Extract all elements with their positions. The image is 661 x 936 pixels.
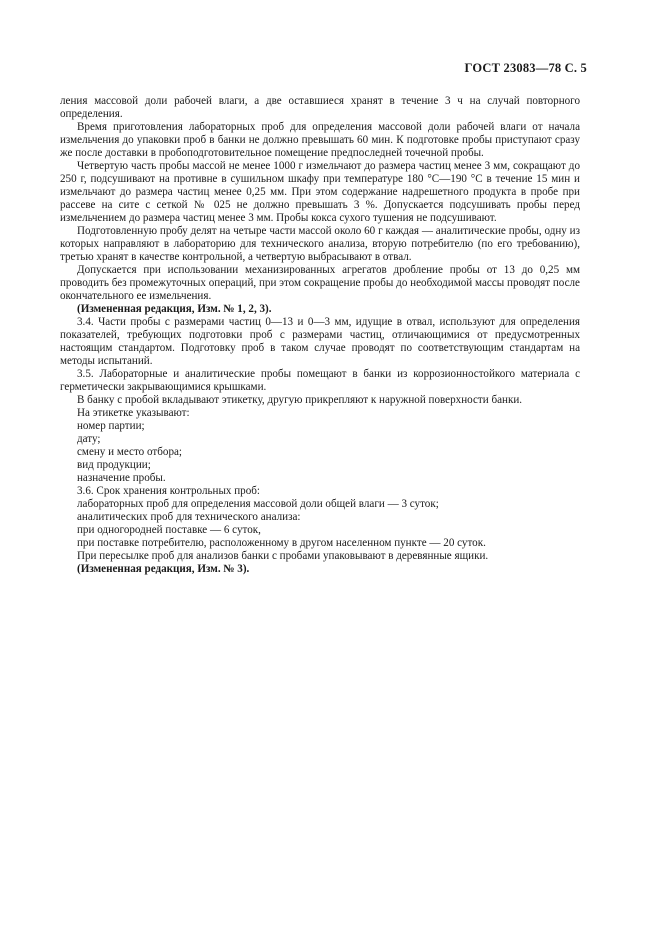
page-header: ГОСТ 23083—78 С. 5 (464, 61, 587, 75)
list-item: смену и место отбора; (77, 446, 182, 458)
list-item: лабораторных проб для определения массовой доли общей влаги — 3 суток; (77, 498, 439, 510)
paragraph-preparation-time: Время приготовления лабораторных проб для определения массовой доли рабочей влаги от начала измельчения до упаковки проб в банки не должно превышать 60 мин. К подготовке пробы приступают сразу же после доставки в пробоподготовительное помещение предпоследней точечной пробы. (60, 121, 580, 159)
list-item: номер партии; (77, 420, 145, 432)
document-body (60, 95, 580, 576)
paragraph-fourth-part: Четвертую часть пробы массой не менее 1000 г измельчают до размера частиц менее 3 мм, сокращают до 250 г, подсушивают на противне в сушильном шкафу при температуре 180 °С—190 °С в течение 15 мин и измельчают до размера частиц менее 0,25 мм. При этом содержание надрешетного продукта в пробе при рассеве на сите с сеткой № 025 не должно превышать 3 %. Допускается подсушивать пробы перед измельчением до размера частиц менее 3 мм. Пробы кокса сухого тушения не подсушивают. (60, 160, 580, 224)
list-item: аналитических проб для технического анализа: (77, 511, 301, 523)
list-item: при одногородней поставке — 6 суток, (77, 524, 261, 536)
paragraph-3-5: 3.5. Лабораторные и аналитические пробы помещают в банки из коррозионностойкого материала с герметически закрывающимися крышками. (60, 368, 580, 393)
list-item: назначение пробы. (77, 472, 166, 484)
paragraph-continuation: ления массовой доли рабочей влаги, а две оставшиеся хранят в течение 3 ч на случай повторного определения. (60, 95, 580, 120)
amendment-note: (Измененная редакция, Изм. № 1, 2, 3). (77, 303, 272, 315)
paragraph-3-4: 3.4. Части пробы с размерами частиц 0—13 и 0—3 мм, идущие в отвал, используют для определения показателей, требующих подготовки проб с размерами частиц, отличающимися от предусмотренных настоящим стандартом. Подготовку проб в таком случае проводят по соответствующим стандартам на методы испытаний. (60, 316, 580, 367)
list-item: дату; (77, 433, 101, 445)
paragraph-label: В банку с пробой вкладывают этикетку, другую прикрепляют к наружной поверхности банки. (77, 394, 523, 406)
list-item: при поставке потребителю, расположенному в другом населенном пункте — 20 суток. (77, 537, 486, 549)
paragraph-3-6: 3.6. Срок хранения контрольных проб: (77, 485, 261, 497)
list-item: вид продукции; (77, 459, 151, 471)
list-heading: На этикетке указывают: (77, 407, 190, 419)
paragraph-division: Подготовленную пробу делят на четыре части массой около 60 г каждая — аналитические пробы, одну из которых направляют в лабораторию для технического анализа, вторую потребителю (по его требованию), третью хранят в качестве контрольной, а четвертую выбрасывают в отвал. (60, 225, 580, 263)
paragraph-shipping: При пересылке проб для анализов банки с пробами упаковывают в деревянные ящики. (77, 550, 489, 562)
paragraph-mechanized: Допускается при использовании механизированных агрегатов дробление пробы от 13 до 0,25 мм проводить без промежуточных операций, при этом сокращение пробы до необходимой массы проводят после окончательного ее измельчения. (60, 264, 580, 302)
amendment-note: (Измененная редакция, Изм. № 3). (77, 563, 250, 575)
